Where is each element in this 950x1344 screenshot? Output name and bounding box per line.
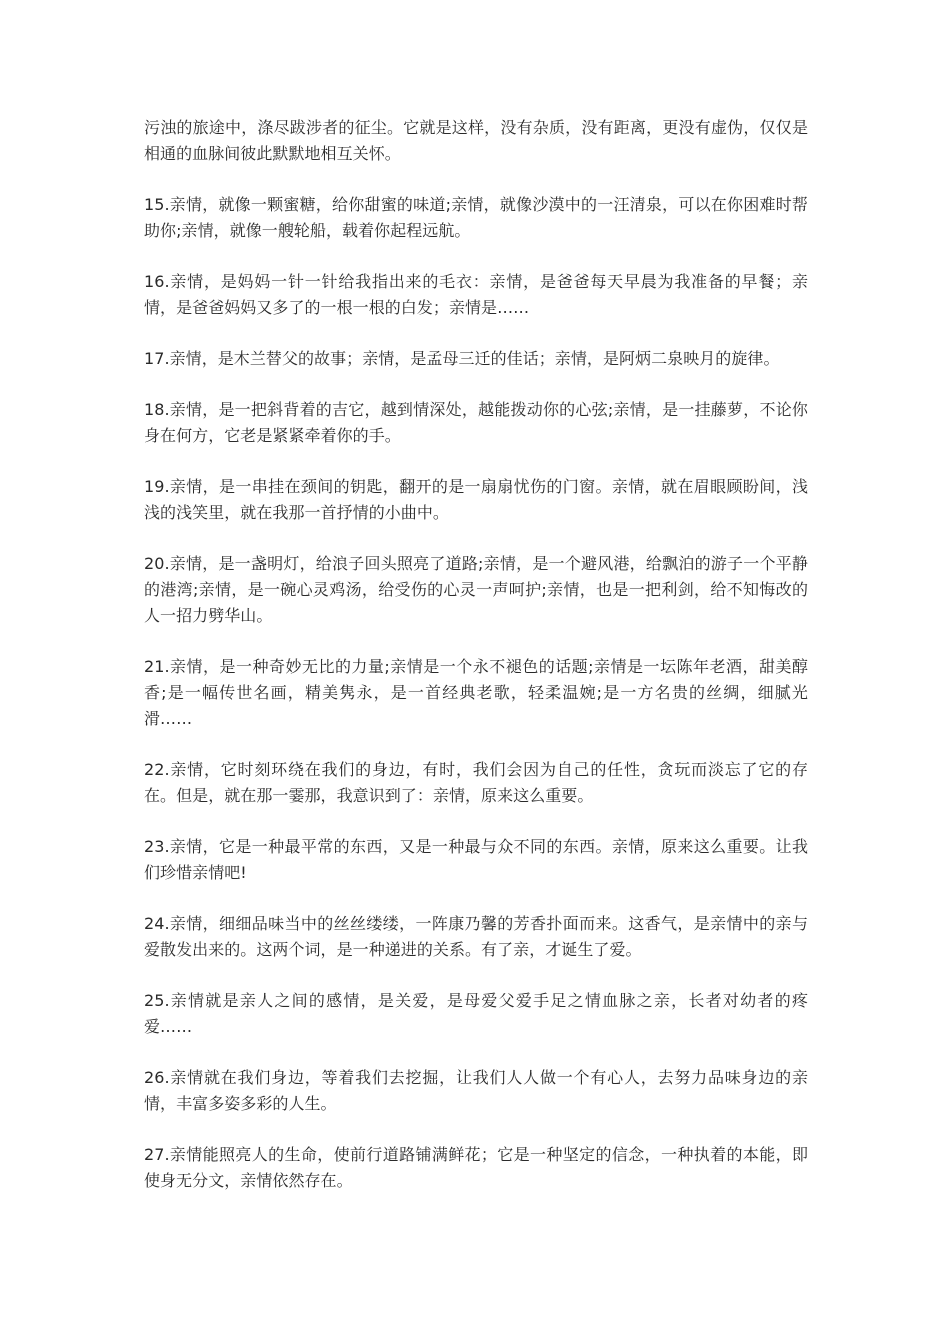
paragraph-27: 27.亲情能照亮人的生命，使前行道路铺满鲜花；它是一种坚定的信念，一种执着的本能，即使身无分文，亲情依然存在。 <box>144 1145 808 1190</box>
paragraph-21: 21.亲情，是一种奇妙无比的力量;亲情是一个永不褪色的话题;亲情是一坛陈年老酒，甜美醇香;是一幅传世名画，精美隽永，是一首经典老歌，轻柔温婉;是一方名贵的丝绸，细腻光滑…… <box>144 657 808 728</box>
paragraph-16: 16.亲情，是妈妈一针一针给我指出来的毛衣：亲情，是爸爸每天早晨为我准备的早餐；亲情，是爸爸妈妈又多了的一根一根的白发；亲情是…… <box>144 272 808 317</box>
paragraph-15: 15.亲情，就像一颗蜜糖，给你甜蜜的味道;亲情，就像沙漠中的一汪清泉，可以在你困难时帮助你;亲情，就像一艘轮船，载着你起程远航。 <box>144 195 808 240</box>
paragraph-26: 26.亲情就在我们身边，等着我们去挖掘，让我们人人做一个有心人，去努力品味身边的亲情，丰富多姿多彩的人生。 <box>144 1068 808 1113</box>
paragraph-17: 17.亲情，是木兰替父的故事；亲情，是孟母三迁的佳话；亲情，是阿炳二泉映月的旋律。 <box>144 349 780 368</box>
paragraph-22: 22.亲情，它时刻环绕在我们的身边，有时，我们会因为自己的任性，贪玩而淡忘了它的存在。但是，就在那一霎那，我意识到了：亲情，原来这么重要。 <box>144 760 808 805</box>
paragraph-23: 23.亲情，它是一种最平常的东西，又是一种最与众不同的东西。亲情，原来这么重要。让我们珍惜亲情吧! <box>144 837 808 882</box>
paragraph-19: 19.亲情，是一串挂在颈间的钥匙，翻开的是一扇扇忧伤的门窗。亲情，就在眉眼顾盼间，浅浅的浅笑里，就在我那一首抒情的小曲中。 <box>144 477 808 522</box>
paragraph-25: 25.亲情就是亲人之间的感情，是关爱，是母爱父爱手足之情血脉之亲，长者对幼者的疼爱…… <box>144 991 808 1036</box>
paragraph-20: 20.亲情，是一盏明灯，给浪子回头照亮了道路;亲情，是一个避风港，给飘泊的游子一个平静的港湾;亲情，是一碗心灵鸡汤，给受伤的心灵一声呵护;亲情，也是一把利剑，给不知悔改的人一招力劈华山。 <box>144 554 808 625</box>
document-body <box>144 115 808 1219</box>
paragraph-continuation: 污浊的旅途中，涤尽跋涉者的征尘。它就是这样，没有杂质，没有距离，更没有虚伪，仅仅是相通的血脉间彼此默默地相互关怀。 <box>144 118 808 163</box>
paragraph-18: 18.亲情，是一把斜背着的吉它，越到情深处，越能拨动你的心弦;亲情，是一挂藤萝，不论你身在何方，它老是紧紧牵着你的手。 <box>144 400 808 445</box>
paragraph-24: 24.亲情，细细品味当中的丝丝缕缕，一阵康乃馨的芳香扑面而来。这香气，是亲情中的亲与爱散发出来的。这两个词，是一种递进的关系。有了亲，才诞生了爱。 <box>144 914 808 959</box>
